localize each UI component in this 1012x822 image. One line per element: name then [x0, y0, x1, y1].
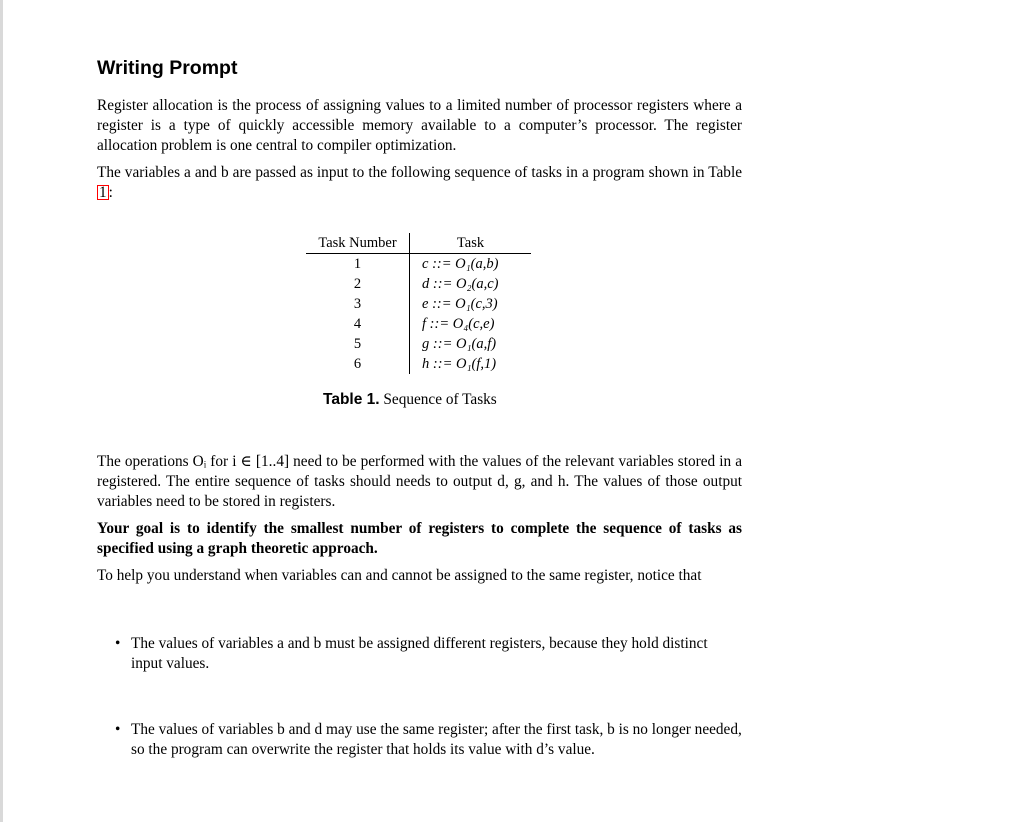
- table-caption: [323, 390, 497, 410]
- task-table: [306, 233, 531, 374]
- table-row: [306, 354, 531, 374]
- task-cell: g ::= O₁(a,f): [422, 336, 497, 352]
- table-row: [306, 294, 531, 314]
- variables-paragraph-end: :: [108, 184, 113, 201]
- bullet-icon: •: [115, 635, 121, 652]
- task-cell: e ::= O₁(c,3): [422, 296, 498, 312]
- page-title: Writing Prompt: [97, 57, 238, 79]
- bullet-icon: •: [115, 721, 121, 738]
- task-number-cell: 4: [306, 314, 410, 334]
- list-item-text: The values of variables b and d may use the same register; after the first task, b is no longer needed, so the program can overwrite the register that holds its value with d’s value.: [131, 721, 742, 758]
- header-task: Task: [410, 233, 531, 254]
- table-row: [306, 274, 531, 294]
- list-item-text: The values of variables a and b must be assigned different registers, because they hold distinct input values.: [131, 635, 708, 672]
- table-row: [306, 254, 531, 275]
- task-number-cell: 1: [306, 254, 410, 275]
- task-cell: f ::= O₄(c,e): [422, 316, 495, 332]
- list-item: [115, 634, 742, 674]
- task-number-cell: 2: [306, 274, 410, 294]
- table-row: [306, 314, 531, 334]
- header-task-number: Task Number: [306, 233, 410, 254]
- task-cell: d ::= O₂(a,c): [422, 276, 499, 292]
- task-table-container: [306, 233, 531, 374]
- hint-paragraph: To help you understand when variables can and cannot be assigned to the same register, notice that: [97, 567, 702, 584]
- task-cell: h ::= O₁(f,1): [422, 356, 497, 372]
- page-edge: [0, 0, 3, 822]
- task-number-cell: 6: [306, 354, 410, 374]
- list-item: [115, 720, 742, 760]
- task-number-cell: 3: [306, 294, 410, 314]
- task-number-cell: 5: [306, 334, 410, 354]
- variables-paragraph-text: The variables a and b are passed as input to the following sequence of tasks in a program shown in Table: [97, 164, 742, 181]
- intro-paragraph: Register allocation is the process of assigning values to a limited number of processor registers where a register is a type of quickly accessible memory available to a computer’s processor. The register allocation problem is one central to compiler optimization.: [97, 97, 742, 154]
- table-caption-text: Sequence of Tasks: [379, 391, 497, 408]
- table-row: [306, 334, 531, 354]
- table-reference-link[interactable]: 1: [99, 184, 107, 201]
- goal-paragraph: Your goal is to identify the smallest number of registers to complete the sequence of tasks as specified using a graph theoretic approach.: [97, 520, 742, 557]
- table-header-row: [306, 233, 531, 254]
- variables-paragraph: [97, 163, 742, 203]
- operations-paragraph: The operations Oᵢ for i ∈ [1..4] need to be performed with the values of the relevant variables stored in a registered. The entire sequence of tasks should needs to output d, g, and h. The values of those output variables need to be stored in registers.: [97, 453, 742, 510]
- task-cell: c ::= O₁(a,b): [422, 256, 499, 272]
- table-caption-label: Table 1.: [323, 391, 380, 408]
